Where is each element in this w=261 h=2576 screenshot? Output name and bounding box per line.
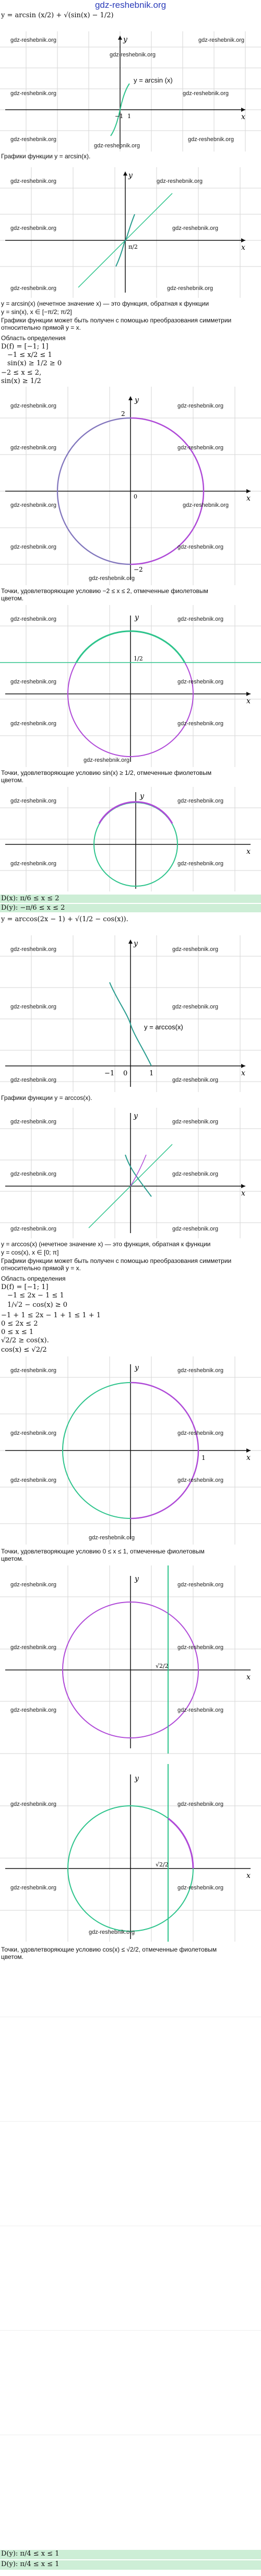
svg-text:y = arccos(x): y = arccos(x) <box>144 1023 183 1031</box>
svg-text:gdz-reshebnik.org: gdz-reshebnik.org <box>89 1535 135 1541</box>
fig4-caption-2: цветом. <box>1 776 24 784</box>
fig2-caption-2: y = sin(x), x ∈ [−π/2; π/2] <box>1 308 72 316</box>
svg-text:0: 0 <box>134 493 137 500</box>
unit-circle-4 <box>0 1356 261 1545</box>
svg-text:gdz-reshebnik.org: gdz-reshebnik.org <box>10 1430 57 1436</box>
svg-text:gdz-reshebnik.org: gdz-reshebnik.org <box>177 616 224 622</box>
unit-circle-3 <box>0 787 261 891</box>
svg-text:x: x <box>246 494 251 503</box>
fig6-caption-2: y = cos(x), x ∈ [0; π] <box>1 1249 59 1256</box>
svg-text:y: y <box>134 939 138 948</box>
svg-text:gdz-reshebnik.org: gdz-reshebnik.org <box>172 1171 219 1177</box>
fig2-caption-1: y = arcsin(x) (нечетное значение x) — это функция, обратная к функции <box>1 300 209 307</box>
fig6-caption-4: относительно прямой y = x. <box>1 1264 81 1272</box>
answer-3: D(y): π/4 ≤ x ≤ 1 <box>1 2550 60 2558</box>
svg-text:gdz-reshebnik.org: gdz-reshebnik.org <box>89 1929 135 1935</box>
svg-text:gdz-reshebnik.org: gdz-reshebnik.org <box>10 616 57 622</box>
svg-text:gdz-reshebnik.org: gdz-reshebnik.org <box>10 1885 57 1891</box>
fig2-caption-4: относительно прямой y = x. <box>1 324 81 331</box>
x-label: x <box>241 113 245 121</box>
svg-text:gdz-reshebnik.org: gdz-reshebnik.org <box>177 445 224 451</box>
svg-text:gdz-reshebnik.org: gdz-reshebnik.org <box>10 225 57 231</box>
svg-text:y: y <box>135 1774 139 1783</box>
watermark-filler <box>0 1965 261 2550</box>
svg-text:gdz-reshebnik.org: gdz-reshebnik.org <box>183 502 229 508</box>
svg-text:gdz-reshebnik.org: gdz-reshebnik.org <box>172 1226 219 1232</box>
site-header[interactable]: gdz-reshebnik.org <box>94 0 167 10</box>
svg-text:gdz-reshebnik.org: gdz-reshebnik.org <box>10 679 57 685</box>
fig7-caption: Точки, удовлетворяющие условию 0 ≤ x ≤ 1, отмеченные фиолетовым <box>1 1548 205 1555</box>
fig3-caption: Точки, удовлетворяющие условию −2 ≤ x ≤ 2, отмеченные фиолетовым <box>1 587 208 595</box>
arccos-graph <box>0 935 261 1092</box>
curve-label: y = arcsin (x) <box>134 76 173 84</box>
svg-text:gdz-reshebnik.org: gdz-reshebnik.org <box>177 1582 224 1588</box>
y-label: y <box>123 36 127 44</box>
step-3: −1 + 1 ≤ 2x − 1 + 1 ≤ 1 + 1 <box>1 1312 101 1319</box>
svg-text:gdz-reshebnik.org: gdz-reshebnik.org <box>177 861 224 867</box>
svg-text:gdz-reshebnik.org: gdz-reshebnik.org <box>10 1582 57 1588</box>
fig8-caption: Точки, удовлетворяющие условию cos(x) ≤ √2/2, отмеченные фиолетовым <box>1 1946 217 1953</box>
svg-text:gdz-reshebnik.org: gdz-reshebnik.org <box>10 37 57 43</box>
svg-text:gdz-reshebnik.org: gdz-reshebnik.org <box>177 1707 224 1713</box>
step-4: 0 ≤ 2x ≤ 2 <box>1 1320 38 1328</box>
svg-text:gdz-reshebnik.org: gdz-reshebnik.org <box>10 1171 57 1177</box>
svg-text:1: 1 <box>127 113 131 120</box>
svg-text:gdz-reshebnik.org: gdz-reshebnik.org <box>177 679 224 685</box>
step-2: 1/√2 − cos(x) ≥ 0 <box>7 1301 68 1309</box>
svg-text:x: x <box>241 243 245 252</box>
svg-text:gdz-reshebnik.org: gdz-reshebnik.org <box>10 1119 57 1125</box>
svg-text:gdz-reshebnik.org: gdz-reshebnik.org <box>177 403 224 409</box>
svg-text:y: y <box>135 1575 139 1583</box>
svg-text:gdz-reshebnik.org: gdz-reshebnik.org <box>10 1367 57 1374</box>
svg-text:gdz-reshebnik.org: gdz-reshebnik.org <box>10 1707 57 1713</box>
svg-text:x: x <box>246 848 251 856</box>
svg-text:gdz-reshebnik.org: gdz-reshebnik.org <box>172 1077 219 1083</box>
svg-text:gdz-reshebnik.org: gdz-reshebnik.org <box>198 37 245 43</box>
fig3-caption-2: цветом. <box>1 595 24 602</box>
svg-text:gdz-reshebnik.org: gdz-reshebnik.org <box>10 1477 57 1483</box>
svg-text:x: x <box>241 1189 245 1198</box>
svg-text:2: 2 <box>121 410 125 417</box>
svg-text:y: y <box>135 396 139 404</box>
svg-text:gdz-reshebnik.org: gdz-reshebnik.org <box>10 1004 57 1010</box>
fig7-caption-2: цветом. <box>1 1555 24 1562</box>
svg-text:gdz-reshebnik.org: gdz-reshebnik.org <box>10 544 57 550</box>
svg-text:x: x <box>246 1872 251 1880</box>
system-4: sin(x) ≥ 1/2 <box>1 377 41 385</box>
svg-text:√2/2: √2/2 <box>156 1663 169 1669</box>
svg-text:gdz-reshebnik.org: gdz-reshebnik.org <box>10 721 57 727</box>
svg-text:gdz-reshebnik.org: gdz-reshebnik.org <box>84 757 130 763</box>
fig1-caption: Графики функции y = arcsin(x). <box>1 153 91 160</box>
svg-text:gdz-reshebnik.org: gdz-reshebnik.org <box>10 445 57 451</box>
step-7: cos(x) ≤ √2/2 <box>1 1346 47 1354</box>
svg-text:gdz-reshebnik.org: gdz-reshebnik.org <box>172 1004 219 1010</box>
svg-text:gdz-reshebnik.org: gdz-reshebnik.org <box>10 861 57 867</box>
system-1: −1 ≤ x/2 ≤ 1 <box>7 351 52 359</box>
fig4-caption: Точки, удовлетворяющие условию sin(x) ≥ 1/2, отмеченные фиолетовым <box>1 769 212 776</box>
svg-text:gdz-reshebnik.org: gdz-reshebnik.org <box>177 1801 224 1807</box>
svg-text:gdz-reshebnik.org: gdz-reshebnik.org <box>10 1644 57 1651</box>
svg-text:−1: −1 <box>115 113 124 120</box>
svg-text:gdz-reshebnik.org: gdz-reshebnik.org <box>10 1801 57 1807</box>
step-5: 0 ≤ x ≤ 1 <box>1 1328 34 1336</box>
svg-text:gdz-reshebnik.org: gdz-reshebnik.org <box>172 225 219 231</box>
svg-text:gdz-reshebnik.org: gdz-reshebnik.org <box>188 136 234 143</box>
domain-1: D(f) = [−1; 1] <box>1 343 49 351</box>
svg-text:gdz-reshebnik.org: gdz-reshebnik.org <box>10 136 57 143</box>
svg-text:1: 1 <box>149 1070 154 1077</box>
svg-text:gdz-reshebnik.org: gdz-reshebnik.org <box>157 178 203 184</box>
svg-text:gdz-reshebnik.org: gdz-reshebnik.org <box>172 946 219 953</box>
svg-text:gdz-reshebnik.org: gdz-reshebnik.org <box>10 285 57 292</box>
svg-text:gdz-reshebnik.org: gdz-reshebnik.org <box>10 946 57 953</box>
step-6: √2/2 ≥ cos(x). <box>1 1337 49 1344</box>
domain-title: Область определения <box>1 334 66 342</box>
fig5-caption: Графики функции y = arccos(x). <box>1 1094 92 1101</box>
svg-text:1: 1 <box>201 1454 206 1461</box>
answer-2: D(y): −π/6 ≤ x ≤ 2 <box>1 904 65 912</box>
svg-text:gdz-reshebnik.org: gdz-reshebnik.org <box>10 798 57 804</box>
svg-text:√2/2: √2/2 <box>156 1861 169 1868</box>
answer-4: D(y): π/4 ≤ x ≤ 1 <box>1 2560 60 2568</box>
svg-text:gdz-reshebnik.org: gdz-reshebnik.org <box>10 502 57 508</box>
svg-text:0: 0 <box>123 1070 128 1077</box>
svg-text:gdz-reshebnik.org: gdz-reshebnik.org <box>183 90 229 97</box>
unit-circle-5 <box>0 1565 261 1942</box>
fig2-caption-3: Графики функции может быть получен с помощью преобразования симметрии <box>1 317 232 324</box>
svg-text:y: y <box>140 792 144 800</box>
step-1: −1 ≤ 2x − 1 ≤ 1 <box>7 1292 64 1299</box>
svg-text:gdz-reshebnik.org: gdz-reshebnik.org <box>177 1885 224 1891</box>
svg-text:gdz-reshebnik.org: gdz-reshebnik.org <box>177 1430 224 1436</box>
fig6-caption-3: Графики функции может быть получен с помощью преобразования симметрии <box>1 1257 232 1264</box>
svg-text:x: x <box>246 1454 251 1462</box>
svg-text:y: y <box>135 1364 139 1372</box>
equation-2: y = arccos(2x − 1) + √(1/2 − cos(x)). <box>1 915 128 923</box>
svg-text:y: y <box>128 171 133 180</box>
svg-text:gdz-reshebnik.org: gdz-reshebnik.org <box>167 285 213 292</box>
svg-text:gdz-reshebnik.org: gdz-reshebnik.org <box>177 544 224 550</box>
svg-text:gdz-reshebnik.org: gdz-reshebnik.org <box>10 403 57 409</box>
svg-text:x: x <box>246 1673 251 1681</box>
svg-text:gdz-reshebnik.org: gdz-reshebnik.org <box>10 178 57 184</box>
svg-text:gdz-reshebnik.org: gdz-reshebnik.org <box>177 1477 224 1483</box>
arcsin-symmetry-graph <box>0 167 261 298</box>
svg-text:x: x <box>241 1069 245 1077</box>
fig8-caption-2: цветом. <box>1 1953 24 1960</box>
svg-text:gdz-reshebnik.org: gdz-reshebnik.org <box>177 798 224 804</box>
answer-1: D(x): π/6 ≤ x ≤ 2 <box>1 895 60 902</box>
unit-circle-1 <box>0 387 261 585</box>
svg-text:gdz-reshebnik.org: gdz-reshebnik.org <box>177 1644 224 1651</box>
system-2: sin(x) ≥ 1/2 ≥ 0 <box>7 359 62 367</box>
svg-text:1/2: 1/2 <box>134 655 143 662</box>
domain-2: D(f) = [−1; 1] <box>1 1283 49 1291</box>
svg-text:gdz-reshebnik.org: gdz-reshebnik.org <box>177 1367 224 1374</box>
equation-1: y = arcsin (x/2) + √(sin(x) − 1/2) <box>1 11 114 19</box>
svg-text:y: y <box>134 1112 138 1120</box>
system-3: −2 ≤ x ≤ 2, <box>1 369 42 377</box>
svg-text:gdz-reshebnik.org: gdz-reshebnik.org <box>177 721 224 727</box>
svg-text:x: x <box>246 697 251 705</box>
svg-text:π/2: π/2 <box>128 243 138 250</box>
svg-text:gdz-reshebnik.org: gdz-reshebnik.org <box>110 52 156 58</box>
svg-text:gdz-reshebnik.org: gdz-reshebnik.org <box>89 575 135 582</box>
svg-text:gdz-reshebnik.org: gdz-reshebnik.org <box>94 143 140 149</box>
svg-text:gdz-reshebnik.org: gdz-reshebnik.org <box>10 1226 57 1232</box>
svg-text:−2: −2 <box>134 566 143 573</box>
svg-text:gdz-reshebnik.org: gdz-reshebnik.org <box>10 1077 57 1083</box>
svg-text:−1: −1 <box>104 1070 115 1077</box>
domain-title-2: Область определения <box>1 1275 66 1282</box>
arcsin-graph <box>0 31 261 152</box>
svg-text:gdz-reshebnik.org: gdz-reshebnik.org <box>10 90 57 97</box>
svg-text:gdz-reshebnik.org: gdz-reshebnik.org <box>172 1119 219 1125</box>
unit-circle-2 <box>0 605 261 767</box>
fig6-caption-1: y = arccos(x) (нечетное значение x) — это функция, обратная к функции <box>1 1240 211 1248</box>
arccos-symmetry-graph <box>0 1108 261 1238</box>
svg-text:y: y <box>135 613 139 622</box>
